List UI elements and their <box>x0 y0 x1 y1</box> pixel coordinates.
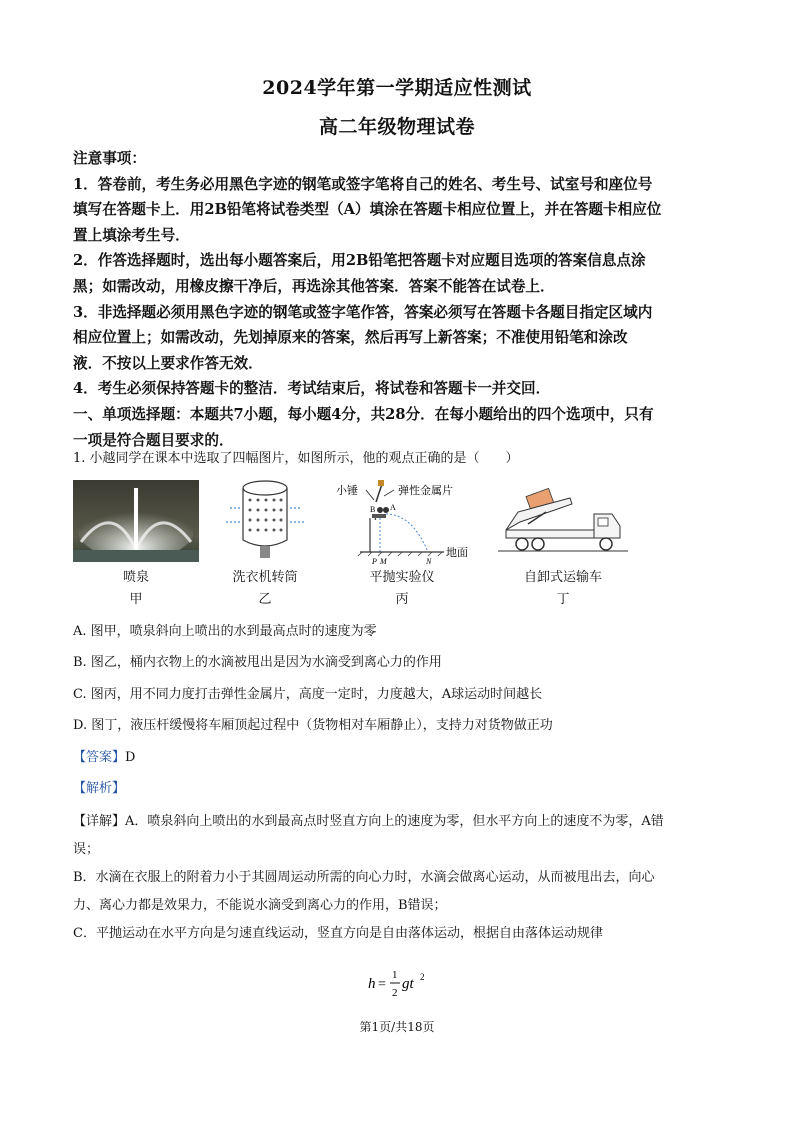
option-d: D. 图丁，液压杆缓慢将车厢顶起过程中（货物相对车厢静止），支持力对货物做正功 <box>73 718 553 734</box>
svg-text:N: N <box>426 557 432 564</box>
svg-text:B: B <box>370 505 376 514</box>
figure-caption: 平抛实验仪 <box>369 570 435 585</box>
notice-section <box>73 146 723 453</box>
answer-line <box>73 748 553 779</box>
svg-text:=: = <box>378 977 386 992</box>
notice-line: 4．考生必须保持答题卡的整洁．考试结束后，将试卷和答题卡一并交回． <box>73 380 551 398</box>
notice-line: 填写在答题卡上．用2B铅笔将试卷类型（A）填涂在答题卡相应位置上，并在答题卡相应位 <box>73 201 662 219</box>
page-number: 第1页/共18页 <box>359 1020 435 1034</box>
figure-caption: 喷泉 <box>122 570 149 585</box>
hammer-label: 小锤 <box>336 485 358 497</box>
figure-row <box>70 478 630 608</box>
analysis-heading: 【解析】 <box>73 780 126 796</box>
notice-line: 2．作答选择题时，选出每小题答案后，用2B铅笔把答题卡对应题目选项的答案信息点涂 <box>73 252 646 270</box>
notice-heading: 注意事项： <box>73 150 146 167</box>
fountain-image <box>73 480 199 562</box>
svg-text:gt: gt <box>402 976 414 992</box>
answer-value: D <box>125 749 136 765</box>
formula-graphic <box>360 962 440 1002</box>
projectile-apparatus-diagram <box>332 478 472 564</box>
analysis-section <box>73 808 723 948</box>
svg-text:2: 2 <box>420 972 425 982</box>
figure-label: 丙 <box>395 592 409 607</box>
detail-tag: 【详解】 <box>73 814 126 829</box>
notice-line: 置上填涂考生号． <box>73 226 190 244</box>
answer-tag: 【答案】 <box>73 749 126 765</box>
section-heading-line: 一项是符合题目要求的． <box>73 431 234 449</box>
spring-sheet-label: 弹性金属片 <box>398 485 453 497</box>
svg-text:1: 1 <box>392 969 398 981</box>
figure-label: 乙 <box>258 592 272 607</box>
notice-line: 黑；如需改动，用橡皮擦干净后，再选涂其他答案．答案不能答在试卷上． <box>73 277 555 295</box>
exam-title: 2024学年第一学期适应性测试 <box>262 77 532 99</box>
svg-text:A: A <box>390 503 396 512</box>
analysis-line: 力、离心力都是效果力，不能说水滴受到离心力的作用，B错误； <box>73 898 447 913</box>
svg-text:M: M <box>380 557 387 564</box>
figure-caption: 自卸式运输车 <box>523 570 602 585</box>
option-c: C. 图丙，用不同力度打击弹性金属片，高度一定时，力度越大，A球运动时间越长 <box>73 686 543 702</box>
analysis-line: B．水滴在衣服上的附着力小于其圆周运动所需的向心力时，水滴会做离心运动，从而被甩出去，向心 <box>73 870 655 885</box>
analysis-line: 【详解】A．喷泉斜向上喷出的水到最高点时竖直方向上的速度为零，但水平方向上的速度不为零，A错 <box>73 814 664 829</box>
exam-subtitle: 高二年级物理试卷 <box>318 116 475 138</box>
figure-label: 丁 <box>556 592 570 607</box>
washer-drum-icon <box>220 478 310 562</box>
formula <box>360 962 440 1002</box>
notice-line: 1．答卷前，考生务必用黑色字迹的钢笔或签字笔将自己的姓名、考生号、试室号和座位号 <box>73 175 653 193</box>
svg-text:P: P <box>372 557 377 564</box>
figure-label: 甲 <box>129 592 143 607</box>
analysis-line: C．平抛运动在水平方向是匀速直线运动，竖直方向是自由落体运动，根据自由落体运动规律 <box>73 926 603 941</box>
answer-options <box>73 622 553 810</box>
section-heading-line: 一、单项选择题：本题共7小题，每小题4分，共28分．在每小题给出的四个选项中，只有 <box>73 405 654 423</box>
notice-line: 液．不按以上要求作答无效． <box>73 354 263 372</box>
ground-label: 地面 <box>446 547 468 559</box>
svg-text:h: h <box>368 976 376 992</box>
dump-truck-icon <box>498 478 628 562</box>
notice-line: 相应位置上；如需改动，先划掉原来的答案，然后再写上新答案；不准使用铅笔和涂改 <box>73 329 628 347</box>
option-a: A. 图甲，喷泉斜向上喷出的水到最高点时的速度为零 <box>73 624 377 639</box>
svg-text:2: 2 <box>392 987 398 999</box>
option-b: B. 图乙，桶内衣物上的水滴被甩出是因为水滴受到离心力的作用 <box>73 655 442 671</box>
figure-projectile-apparatus <box>332 478 472 607</box>
question-stem: 1. 小越同学在课本中选取了四幅图片，如图所示，他的观点正确的是（ ） <box>73 451 519 466</box>
figure-fountain <box>72 480 200 607</box>
figure-caption: 洗衣机转筒 <box>232 570 298 585</box>
figure-dump-truck <box>498 478 628 607</box>
analysis-line: 误； <box>73 842 100 857</box>
notice-line: 3．非选择题必须用黑色字迹的钢笔或签字笔作答，答案必须写在答题卡各题目指定区域内 <box>73 303 653 321</box>
figure-washer-drum <box>220 478 310 607</box>
